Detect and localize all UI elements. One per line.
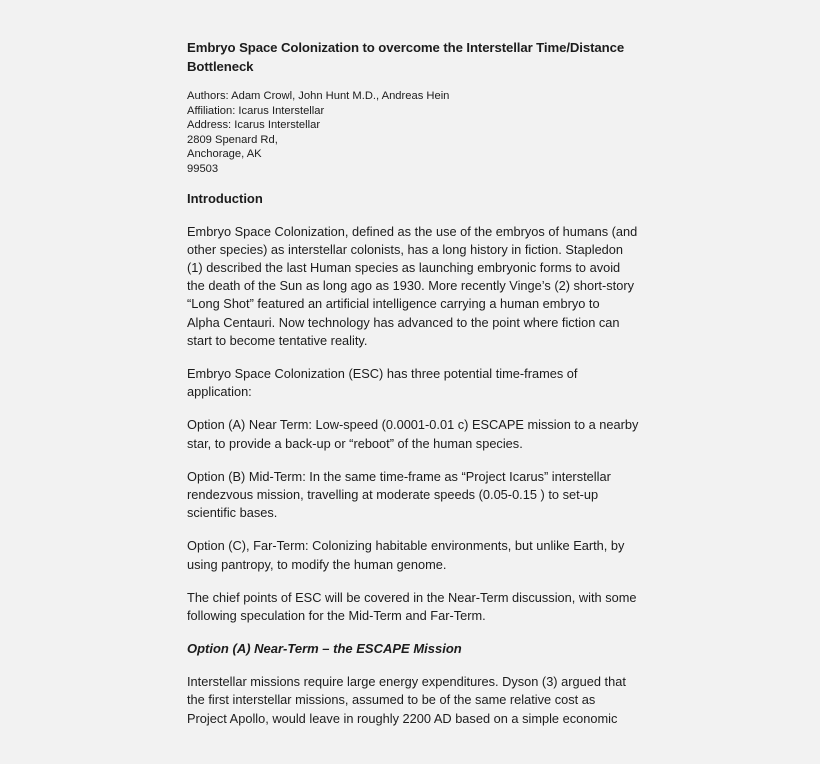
title-line: Bottleneck <box>187 59 254 74</box>
text-line: “Long Shot” featured an artificial intelligence carrying a human embryo to <box>187 296 600 312</box>
text-line: The chief points of ESC will be covered in the Near-Term discussion, with some <box>187 589 637 605</box>
paragraph-option-c <box>187 537 647 573</box>
text-line: using pantropy, to modify the human genome. <box>187 556 447 572</box>
text-line: Option (A) Near Term: Low-speed (0.0001-0.01 c) ESCAPE mission to a nearby <box>187 417 639 433</box>
paragraph-option-a <box>187 416 647 452</box>
text-line: application: <box>187 384 252 400</box>
authors-line: Authors: Adam Crowl, John Hunt M.D., Andreas Hein <box>187 90 450 102</box>
paragraph-intro <box>187 223 647 350</box>
paragraph-esc-timeframes <box>187 365 647 401</box>
section-heading-escape: Option (A) Near-Term – the ESCAPE Mission <box>187 641 462 657</box>
author-info <box>187 89 647 177</box>
text-line: other species) as interstellar colonists, has a long history in fiction. Stapledon <box>187 241 624 257</box>
street-line: 2809 Spenard Rd, <box>187 133 278 146</box>
text-line: Interstellar missions require large energy expenditures. Dyson (3) argued that <box>187 674 626 690</box>
text-line: (1) described the last Human species as launching embryonic forms to avoid <box>187 259 621 275</box>
title-line: Embryo Space Colonization to overcome the Interstellar Time/Distance <box>187 40 625 55</box>
text-line: scientific bases. <box>187 505 278 521</box>
affiliation-line: Affiliation: Icarus Interstellar <box>187 104 325 117</box>
text-line: rendezvous mission, travelling at moderate speeds (0.05-0.15 ) to set-up <box>187 487 599 502</box>
text-line: Option (C), Far-Term: Colonizing habitable environments, but unlike Earth, by <box>187 538 625 554</box>
text-line: Embryo Space Colonization (ESC) has three potential time-frames of <box>187 365 578 381</box>
text-line: the first interstellar missions, assumed to be of the same relative cost as <box>187 692 596 708</box>
paragraph-option-b <box>187 468 647 523</box>
document-title <box>187 38 647 76</box>
text-line: start to become tentative reality. <box>187 332 368 348</box>
text-line: following speculation for the Mid-Term and Far-Term. <box>187 608 486 624</box>
document-content <box>187 38 647 728</box>
paragraph-chief-points <box>187 589 647 625</box>
text-line: Alpha Centauri. Now technology has advanced to the point where fiction can <box>187 314 620 330</box>
text-line: the death of the Sun as long ago as 1930. More recently Vinge’s (2) short-story <box>187 278 634 294</box>
text-line: Embryo Space Colonization, defined as the use of the embryos of humans (and <box>187 223 638 239</box>
text-line: Option (B) Mid-Term: In the same time-frame as “Project Icarus” interstellar <box>187 468 611 484</box>
city-line: Anchorage, AK <box>187 148 262 161</box>
introduction-heading: Introduction <box>187 190 263 206</box>
address-line: Address: Icarus Interstellar <box>187 119 321 132</box>
text-line: star, to provide a back-up or “reboot” of the human species. <box>187 435 523 451</box>
paragraph-energy <box>187 673 647 728</box>
zip-line: 99503 <box>187 162 219 175</box>
text-line: Project Apollo, would leave in roughly 2200 AD based on a simple economic <box>187 710 618 726</box>
